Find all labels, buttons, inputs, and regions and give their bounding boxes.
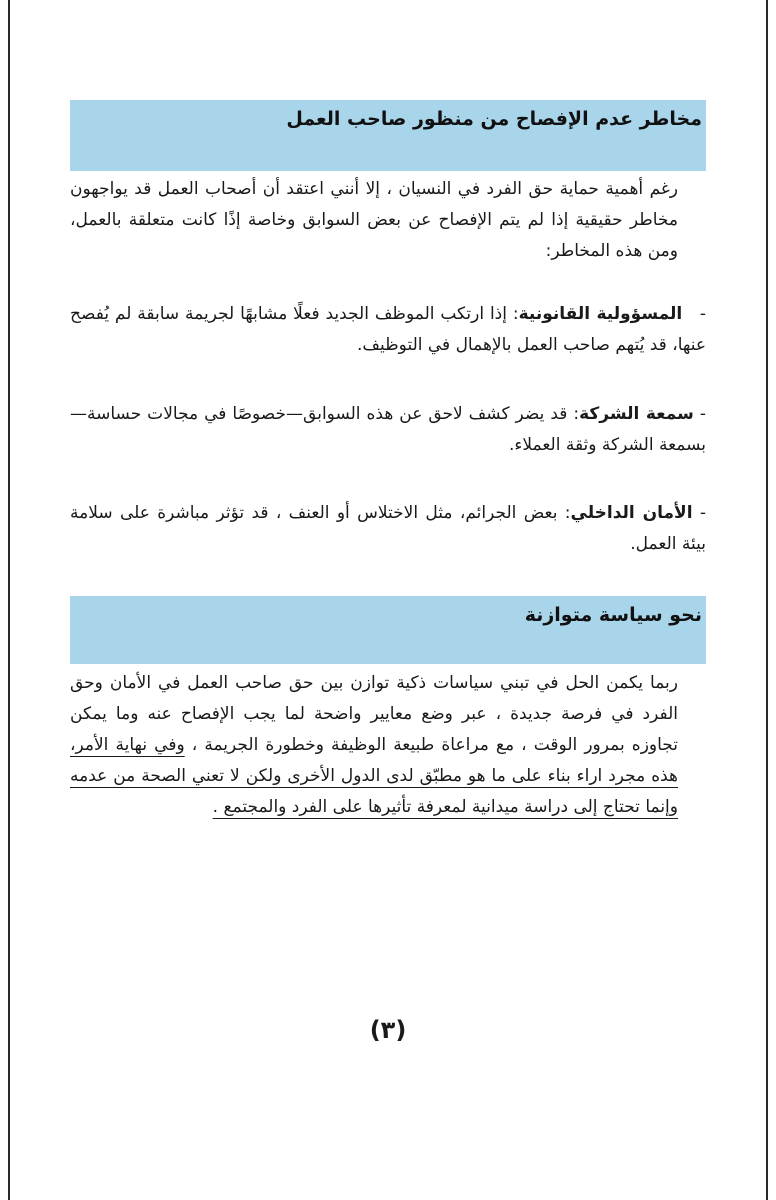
bullet-company-reputation xyxy=(70,399,706,461)
bullet-text: : قد يضر كشف لاحق عن هذه السوابق—خصوصًا في مجالات حساسة—بسمعة الشركة وثقة العملاء. xyxy=(70,404,706,455)
bullet-text: : إذا ارتكب الموظف الجديد فعلًا مشابهًا لجريمة سابقة لم يُفصح عنها، قد يُتهم صاحب العمل بالإهمال في التوظيف. xyxy=(70,304,706,355)
intro-text: رغم أهمية حماية حق الفرد في النسيان ، إلا أنني اعتقد أن أصحاب العمل قد يواجهون مخاطر حقيقية إذا لم يتم الإفصاح عن بعض السوابق وخاصة إذًا كانت متعلقة بالعمل، ومن هذه المخاطر: xyxy=(70,179,678,261)
section-heading-balanced-policy: نحو سياسة متوازنة xyxy=(70,596,706,664)
balanced-policy-paragraph xyxy=(70,668,706,823)
paragraph-text: ربما يكمن الحل في تبني سياسات ذكية توازن بين حق صاحب العمل في الأمان وحق الفرد في فرصة جديدة ، عبر وضع معايير واضحة لما يجب الإفصاح عنه وما يمكن تجاوزه بمرور الوقت ، مع مراعاة طبيعة الوظيفة وخطورة الجريمة ، xyxy=(70,673,679,755)
bullet-legal-liability xyxy=(70,299,706,361)
bullet-text: : بعض الجرائم، مثل الاختلاس أو العنف ، قد تؤثر مباشرة على سلامة بيئة العمل. xyxy=(70,503,706,554)
bullet-marker: - xyxy=(699,304,706,324)
bullet-marker: - xyxy=(699,503,707,523)
page-number: (٣) xyxy=(369,1016,407,1044)
section-heading-risks: مخاطر عدم الإفصاح من منظور صاحب العمل xyxy=(70,100,706,171)
bullet-internal-security xyxy=(70,498,706,560)
bullet-marker: - xyxy=(699,404,707,424)
intro-paragraph xyxy=(70,174,706,267)
bullet-title: سمعة الشركة xyxy=(579,404,694,424)
paragraph-underlined-text: وفي نهاية الأمر، هذه مجرد اراء بناء على ما هو مطبّق لدى الدول الأخرى ولكن لا تعني الصحة من عدمه وإنما تحتاج إلى دراسة ميدانية لمعرفة تأثيرها على الفرد والمجتمع . xyxy=(70,735,678,817)
bullet-title: المسؤولية القانونية xyxy=(518,304,683,324)
bullet-title: الأمان الداخلي xyxy=(570,503,693,523)
